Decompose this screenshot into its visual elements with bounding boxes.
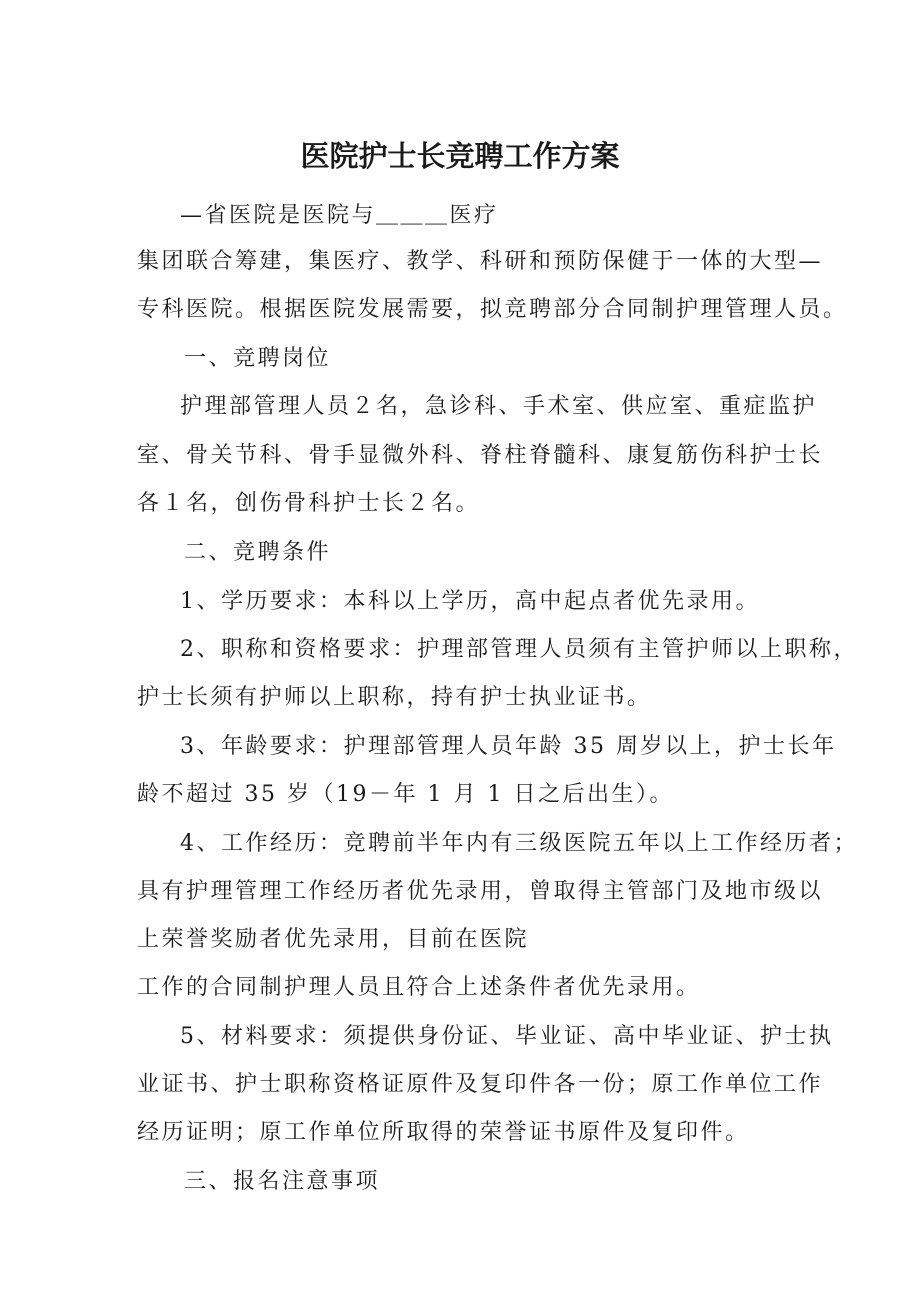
paragraph-line: 护理部管理人员２名，急诊科、手术室、供应室、重症监护	[180, 394, 818, 419]
paragraph-line: 1、学历要求：本科以上学历，高中起点者优先录用。	[180, 589, 760, 614]
paragraph-line: 2、职称和资格要求：护理部管理人员须有主管护师以上职称，	[180, 637, 858, 662]
paragraph-line: 各１名，创伤骨科护士长２名。	[137, 491, 481, 516]
paragraph-line: 专科医院。根据医院发展需要，拟竞聘部分合同制护理管理人员。	[137, 297, 848, 322]
document-title: 医院护士长竞聘工作方案	[300, 139, 620, 173]
paragraph-line: 工作的合同制护理人员且符合上述条件者优先录用。	[137, 975, 701, 1000]
paragraph-line: 经历证明；原工作单位所取得的荣誉证书原件及复印件。	[137, 1120, 750, 1145]
paragraph-line: 护士长须有护师以上职称，持有护士执业证书。	[137, 685, 652, 710]
section-heading: 一、竞聘岗位	[184, 346, 332, 371]
section-heading: 三、报名注意事项	[184, 1169, 381, 1194]
paragraph-line: 集团联合筹建，集医疗、教学、科研和预防保健于一体的大型—	[137, 249, 824, 274]
paragraph-line: 上荣誉奖励者优先录用，目前在医院	[137, 927, 530, 952]
paragraph-line: 业证书、护士职称资格证原件及复印件各一份；原工作单位工作	[137, 1072, 824, 1097]
paragraph-line: 5、材料要求：须提供身份证、毕业证、高中毕业证、护士执	[180, 1024, 834, 1049]
paragraph-line: —省医院是医院与＿＿＿医疗	[180, 203, 499, 228]
paragraph-line: 室、骨关节科、骨手显微外科、脊柱脊髓科、康复筋伤科护士长	[137, 443, 824, 468]
paragraph-line: 具有护理管理工作经历者优先录用，曾取得主管部门及地市级以	[137, 879, 824, 904]
section-heading: 二、竞聘条件	[184, 540, 332, 565]
paragraph-line: 4、工作经历：竞聘前半年内有三级医院五年以上工作经历者；	[180, 831, 858, 856]
paragraph-line: 龄不超过 35 岁（19－年 1 月 1 日之后出生）。	[137, 782, 674, 807]
paragraph-line: 3、年龄要求：护理部管理人员年龄 35 周岁以上，护士长年	[180, 734, 837, 759]
